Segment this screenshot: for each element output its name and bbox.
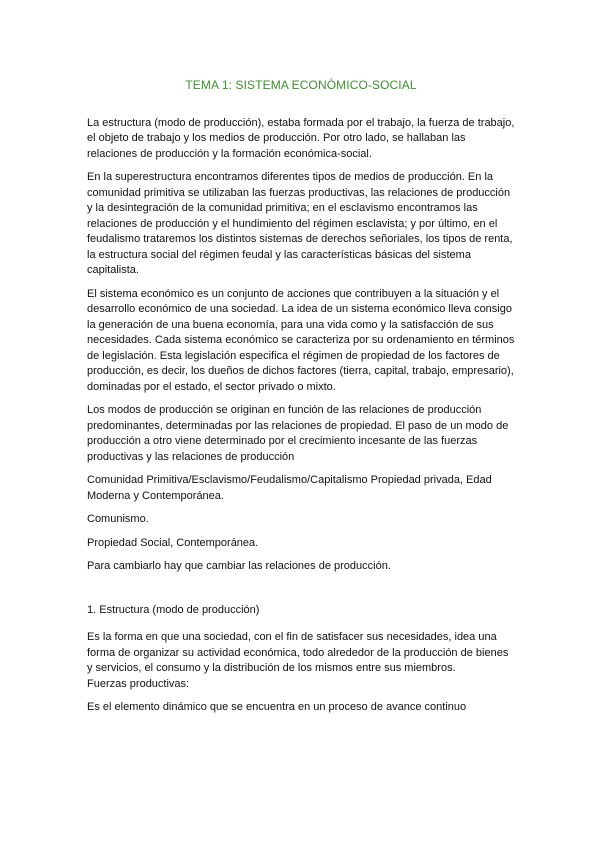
section-last-paragraph: Es el elemento dinámico que se encuentra en un proceso de avance continuo [87, 701, 467, 713]
paragraph-comunidad-primitiva: Comunidad Primitiva/Esclavismo/Feudalismo/Capitalismo Propiedad privada, Edad Moderna y Contemporánea. [87, 474, 492, 502]
section-spacer [87, 583, 515, 603]
paragraph-sistema-economico: El sistema económico es un conjunto de acciones que contribuyen a la situación y el desarrollo económico de una sociedad. La idea de un sistema económico lleva consigo la generación de una buena economía, para una vida como y la satisfacción de sus necesidades. Cada sistema económico se caracteriza por su ordenamiento en términos de legislación. Esta legislación especifica el régimen de propiedad de los factores de producción, es decir, los dueños de dichos factores (tierra, capital, trabajo, empresario), dominadas por el estado, el sector privado o mixto. [87, 287, 515, 393]
section-subheading: Fuerzas productivas: [87, 677, 190, 690]
paragraph-superestructura: En la superestructura encontramos diferentes tipos de medios de producción. En la comunidad primitiva se utilizaban las fuerzas productivas, las relaciones de producción y la desintegración de la comunidad primitiva; en el esclavismo encontramos las relaciones de producción y el hundimiento del régimen esclavista; y por último, en el feudalismo trataremos los distintos sistemas de derechos señoriales, los tipos de renta, la estructura social del régimen feudal y las características básicas del sistema capitalista. [87, 171, 513, 276]
paragraph-propiedad-social: Propiedad Social, Contemporánea. [87, 536, 259, 549]
section-paragraph: Es la forma en que una sociedad, con el fin de satisfacer sus necesidades, idea una forma de organizar su actividad económica, todo alrededor de la producción de bienes y servicios, el consumo y la distribución de los mismos entre sus miembros. [87, 631, 509, 674]
page-title: TEMA 1: SISTEMA ECONÓMICO-SOCIAL [185, 78, 417, 92]
section-heading: 1. Estructura (modo de producción) [87, 603, 260, 616]
paragraph-estructura: La estructura (modo de producción), estaba formada por el trabajo, la fuerza de trabajo, el objeto de trabajo y los medios de producción. Por otro lado, se hallaban las relaciones de producción y la formación económica-social. [87, 116, 515, 160]
paragraph-comunismo: Comunismo. [87, 513, 149, 525]
paragraph-modos-produccion: Los modos de producción se originan en función de las relaciones de producción predominantes, determinadas por las relaciones de propiedad. El paso de un modo de producción a otro viene determinado por el crecimiento incesante de las fuerzas productivas y las relaciones de producción [87, 404, 509, 463]
paragraph-cambiarlo: Para cambiarlo hay que cambiar las relaciones de producción. [87, 560, 391, 572]
document-page [87, 78, 515, 724]
